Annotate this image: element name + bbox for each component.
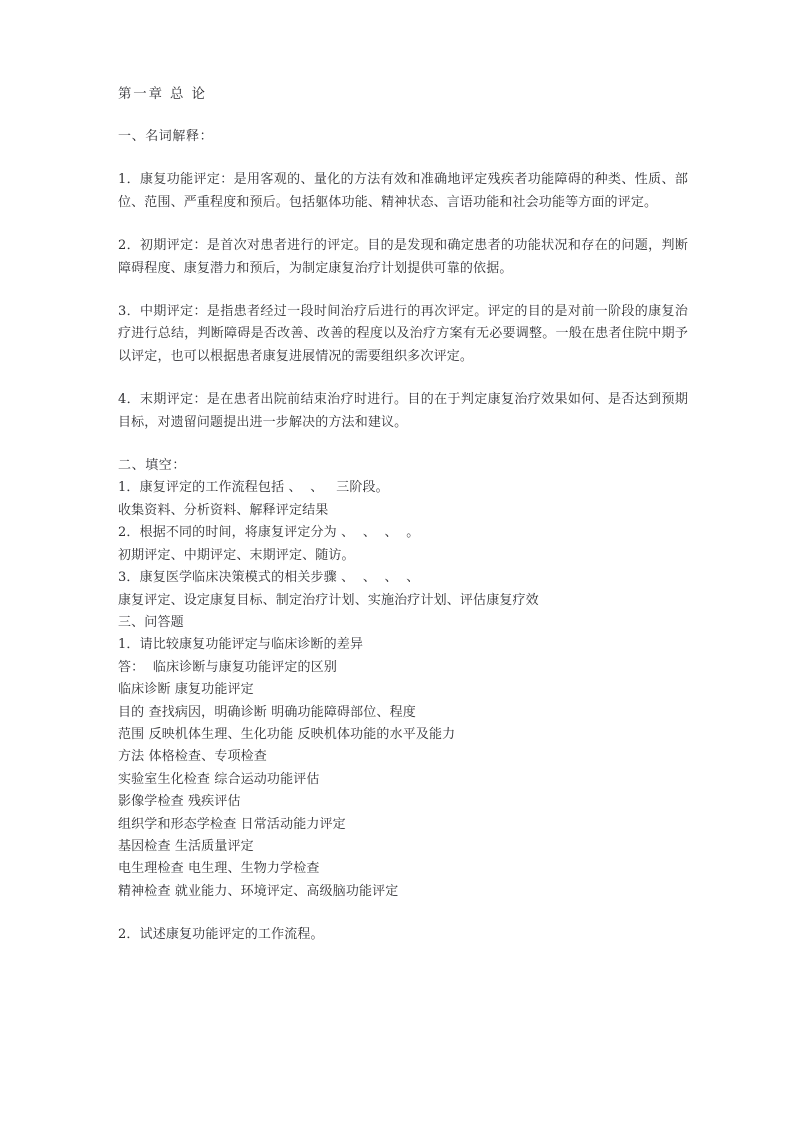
- fill-blank-question-2: 2．根据不同的时间，将康复评定分为 、 、 、 。: [118, 525, 420, 541]
- fill-blank-answer-3: 康复评定、设定康复目标、制定治疗计划、实施治疗计划、评估康复疗效: [118, 592, 539, 608]
- fill-blank-question-1: 1．康复评定的工作流程包括 、 、 三阶段。: [118, 480, 389, 496]
- comparison-line: 基因检查 生活质量评定: [118, 838, 254, 854]
- essay-section: [118, 612, 688, 903]
- section-heading-terms: 一、名词解释：: [118, 129, 214, 144]
- term-item-4: 4．末期评定：是在患者出院前结束治疗时进行。目的在于判定康复治疗效果如何、是否达到预期目标，对遗留问题提出进一步解决的方法和建议。: [118, 392, 688, 430]
- document-body: [118, 84, 688, 947]
- fill-blank-item-1: [118, 477, 688, 522]
- fill-blank-item-3: [118, 567, 688, 612]
- term-item-2: 2．初期评定：是首次对患者进行的评定。目的是发现和确定患者的功能状况和存在的问题，判断障碍程度、康复潜力和预后，为制定康复治疗计划提供可靠的依据。: [118, 238, 688, 276]
- section-heading-fill-blanks: 二、填空：: [118, 458, 187, 474]
- comparison-line: 影像学检查 残疾评估: [118, 794, 241, 810]
- fill-blank-item-2: [118, 522, 688, 567]
- comparison-line: 范围 反映机体生理、生化功能 反映机体功能的水平及能力: [118, 726, 456, 742]
- section-heading-essay: 三、问答题: [118, 614, 184, 630]
- comparison-line: 方法 体格检查、专项检查: [118, 749, 267, 765]
- fill-blank-answer-2: 初期评定、中期评定、末期评定、随访。: [118, 547, 355, 563]
- comparison-line: 目的 查找病因，明确诊断 明确功能障碍部位、程度: [118, 704, 416, 720]
- essay-question-2: 2．试述康复功能评定的工作流程。: [118, 927, 324, 943]
- comparison-line: 临床诊断 康复功能评定: [118, 682, 254, 698]
- term-item-3: 3．中期评定：是指患者经过一段时间治疗后进行的再次评定。评定的目的是对前一阶段的康复治疗进行总结，判断障碍是否改善、改善的程度以及治疗方案有无必要调整。一般在患者住院中期予以评定，也可以根据患者康复进展情况的需要组织多次评定。: [118, 304, 688, 364]
- fill-blank-answer-1: 收集资料、分析资料、解释评定结果: [118, 502, 329, 518]
- comparison-line: 精神检查 就业能力、环境评定、高级脑功能评定: [118, 883, 399, 899]
- comparison-line: 电生理检查 电生理、生物力学检查: [118, 861, 320, 877]
- fill-blank-question-3: 3．康复医学临床决策模式的相关步骤 、 、 、 、: [118, 570, 420, 586]
- page-title: 第一章 总 论: [118, 87, 207, 102]
- comparison-line: 组织学和形态学检查 日常活动能力评定: [118, 816, 346, 832]
- essay-answer-intro: 答： 临床诊断与康复功能评定的区别: [118, 659, 337, 675]
- essay-question-1: 1．请比较康复功能评定与临床诊断的差异: [118, 637, 364, 653]
- comparison-line: 实验室生化检查 综合运动功能评估: [118, 771, 320, 787]
- term-item-1: 1．康复功能评定：是用客观的、量化的方法有效和准确地评定残疾者功能障碍的种类、性质、部位、范围、严重程度和预后。包括躯体功能、精神状态、言语功能和社会功能等方面的评定。: [118, 172, 688, 210]
